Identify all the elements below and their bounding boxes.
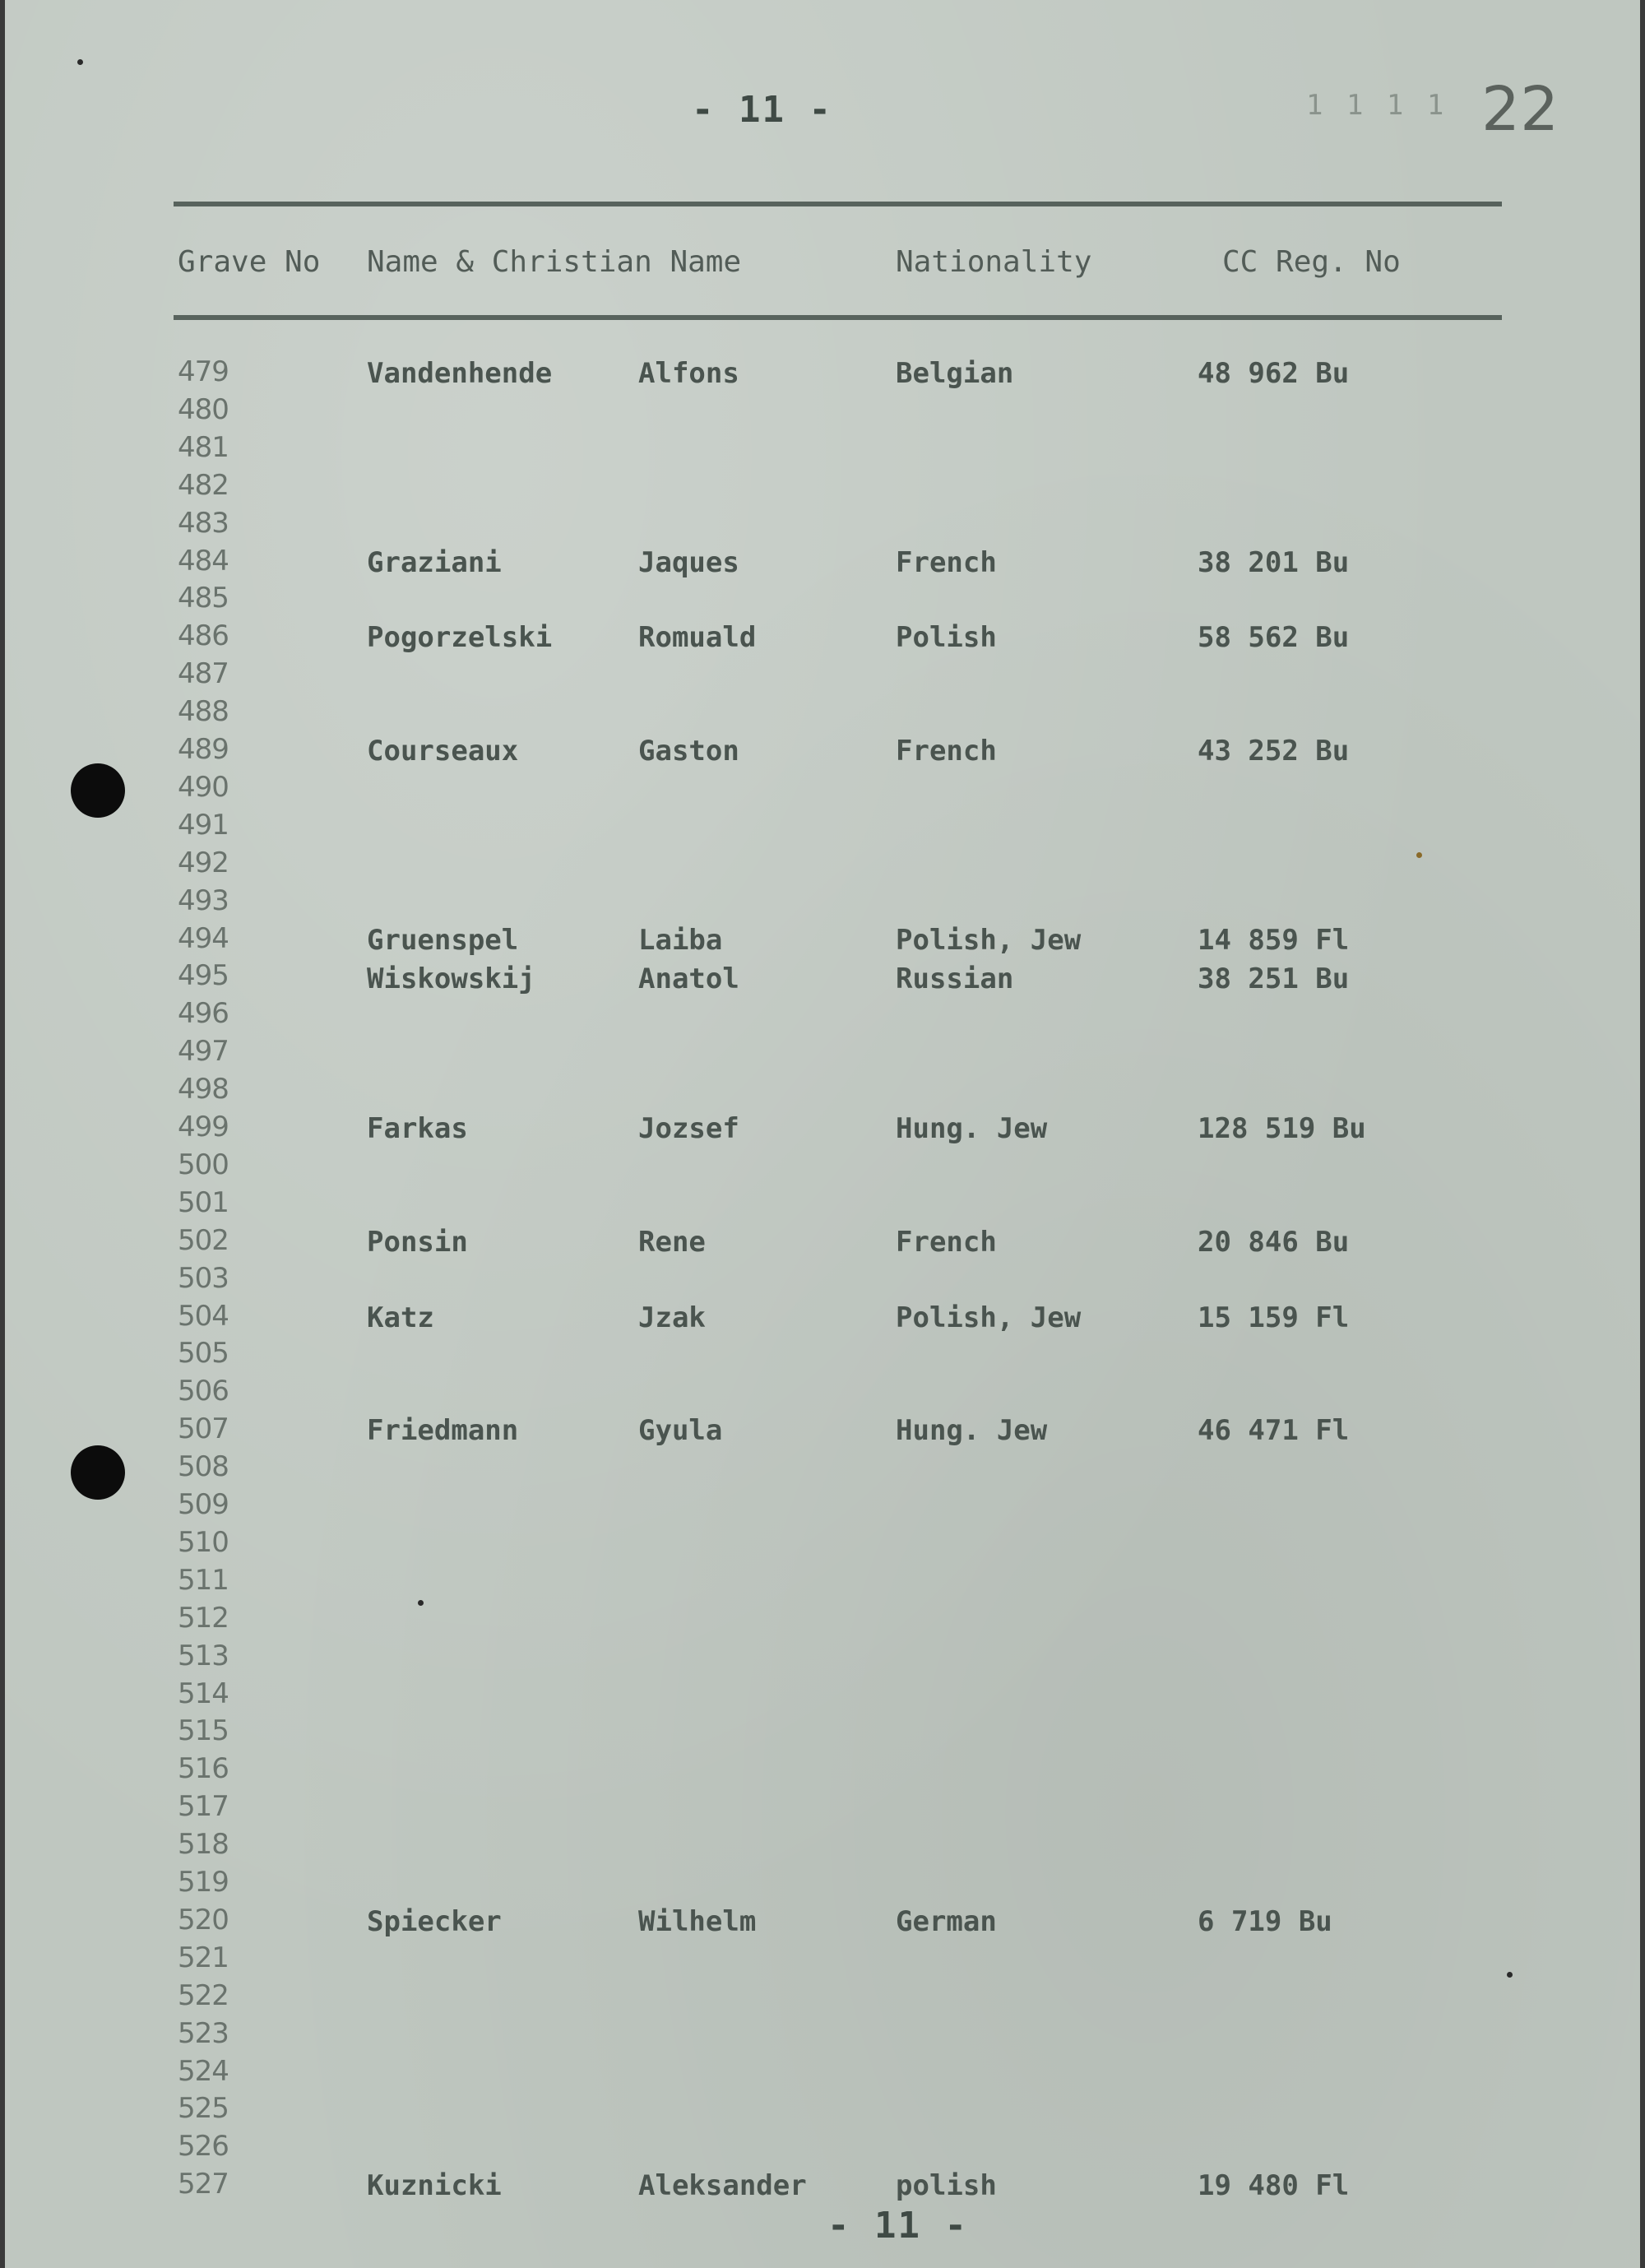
page-number-top: - 11 - [692,89,832,131]
entry-first-name: Gyula [638,1414,723,1448]
punch-hole-upper [71,763,125,818]
grave-number: 523 [178,2016,229,2050]
grave-number: 498 [178,1073,229,1106]
grave-number: 502 [178,1223,229,1257]
entry-nationality: Russian [896,962,1014,996]
grave-number: 489 [178,733,229,766]
entry-nationality: German [896,1904,997,1938]
entry-cc-reg-no: 15 159 Fl [1198,1301,1350,1334]
grave-number: 490 [178,770,229,804]
entry-cc-reg-no: 6 719 Bu [1198,1904,1332,1938]
entry-nationality: French [896,545,997,579]
grave-number: 500 [178,1148,229,1181]
ink-speck [1507,1972,1513,1978]
column-header-grave-no: Grave No [178,245,321,279]
entry-surname: Spiecker [367,1904,502,1938]
grave-number: 495 [178,959,229,993]
ink-speck [77,59,83,65]
entry-first-name: Aleksander [638,2169,807,2203]
grave-number: 481 [178,430,229,464]
grave-number: 483 [178,506,229,540]
grave-number: 516 [178,1752,229,1786]
grave-number: 503 [178,1261,229,1295]
grave-number: 480 [178,392,229,426]
entry-cc-reg-no: 46 471 Fl [1198,1414,1350,1448]
entry-surname: Pogorzelski [367,621,553,655]
grave-number: 497 [178,1035,229,1069]
entry-first-name: Romuald [638,621,757,655]
grave-number: 484 [178,544,229,577]
entry-surname: Vandenhende [367,357,553,390]
grave-number: 509 [178,1488,229,1521]
entry-surname: Kuznicki [367,2169,502,2203]
entry-first-name: Anatol [638,962,739,996]
grave-number: 526 [178,2130,229,2164]
grave-number: 482 [178,468,229,502]
grave-number: 517 [178,1790,229,1824]
grave-number: 514 [178,1677,229,1710]
grave-number: 510 [178,1525,229,1559]
grave-number: 486 [178,619,229,653]
grave-number: 527 [178,2168,229,2201]
grave-number: 513 [178,1639,229,1672]
grave-number: 519 [178,1866,229,1899]
grave-number: 505 [178,1337,229,1371]
entry-nationality: Polish [896,621,997,655]
grave-number: 512 [178,1601,229,1635]
punch-hole-lower [71,1445,125,1500]
entry-nationality: French [896,1225,997,1259]
faint-stamp: 1 1 1 1 [1306,89,1448,122]
grave-number: 506 [178,1375,229,1408]
entry-first-name: Laiba [638,923,723,957]
entry-cc-reg-no: 38 251 Bu [1198,962,1350,996]
entry-surname: Ponsin [367,1225,468,1259]
entry-cc-reg-no: 58 562 Bu [1198,621,1350,655]
grave-number: 504 [178,1299,229,1333]
grave-number: 496 [178,997,229,1031]
entry-nationality: polish [896,2169,997,2203]
grave-number: 499 [178,1111,229,1143]
entry-first-name: Rene [638,1225,706,1259]
grave-number: 525 [178,2092,229,2126]
entry-nationality: Hung. Jew [896,1112,1048,1145]
grave-number: 508 [178,1450,229,1484]
entry-first-name: Jzak [638,1301,706,1334]
grave-number: 524 [178,2054,229,2088]
entry-cc-reg-no: 20 846 Bu [1198,1225,1350,1259]
entry-first-name: Alfons [638,357,739,390]
entry-surname: Friedmann [367,1414,519,1448]
grave-number: 518 [178,1828,229,1862]
entry-surname: Gruenspel [367,923,519,957]
ink-speck [418,1600,424,1606]
header-rule-top [174,202,1502,206]
grave-number: 522 [178,1978,229,2012]
grave-number: 511 [178,1563,229,1597]
grave-number: 487 [178,657,229,691]
entry-nationality: Belgian [896,357,1014,390]
entry-first-name: Wilhelm [638,1904,757,1938]
header-rule-bottom [174,315,1502,320]
entry-first-name: Jozsef [638,1112,739,1145]
grave-number: 485 [178,582,229,615]
grave-number: 493 [178,884,229,917]
document-page [5,0,1640,2268]
entry-cc-reg-no: 14 859 Fl [1198,923,1350,957]
stamp-number: 22 [1481,74,1559,145]
page-number-bottom: - 11 - [827,2205,968,2247]
entry-surname: Farkas [367,1112,468,1145]
entry-surname: Wiskowskij [367,962,535,996]
entry-first-name: Jaques [638,545,739,579]
entry-surname: Graziani [367,545,502,579]
column-header-name: Name & Christian Name [367,245,742,279]
grave-number: 501 [178,1185,229,1219]
entry-cc-reg-no: 43 252 Bu [1198,735,1350,768]
entry-nationality: Polish, Jew [896,923,1082,957]
grave-number: 479 [178,355,229,388]
entry-cc-reg-no: 19 480 Fl [1198,2169,1350,2203]
grave-number: 492 [178,846,229,879]
entry-surname: Courseaux [367,735,519,768]
grave-number: 521 [178,1941,229,1974]
grave-number: 515 [178,1714,229,1748]
grave-number: 491 [178,808,229,842]
entry-first-name: Gaston [638,735,739,768]
entry-nationality: French [896,735,997,768]
grave-number: 520 [178,1903,229,1936]
grave-number: 488 [178,695,229,729]
grave-number: 494 [178,921,229,955]
column-header-nationality: Nationality [896,245,1092,279]
entry-nationality: Hung. Jew [896,1414,1048,1448]
column-header-cc-reg: CC Reg. No [1222,245,1401,279]
entry-cc-reg-no: 128 519 Bu [1198,1112,1366,1145]
ink-speck [1416,852,1422,858]
entry-cc-reg-no: 38 201 Bu [1198,545,1350,579]
entry-cc-reg-no: 48 962 Bu [1198,357,1350,390]
entry-surname: Katz [367,1301,434,1334]
grave-number: 507 [178,1412,229,1446]
entry-nationality: Polish, Jew [896,1301,1082,1334]
